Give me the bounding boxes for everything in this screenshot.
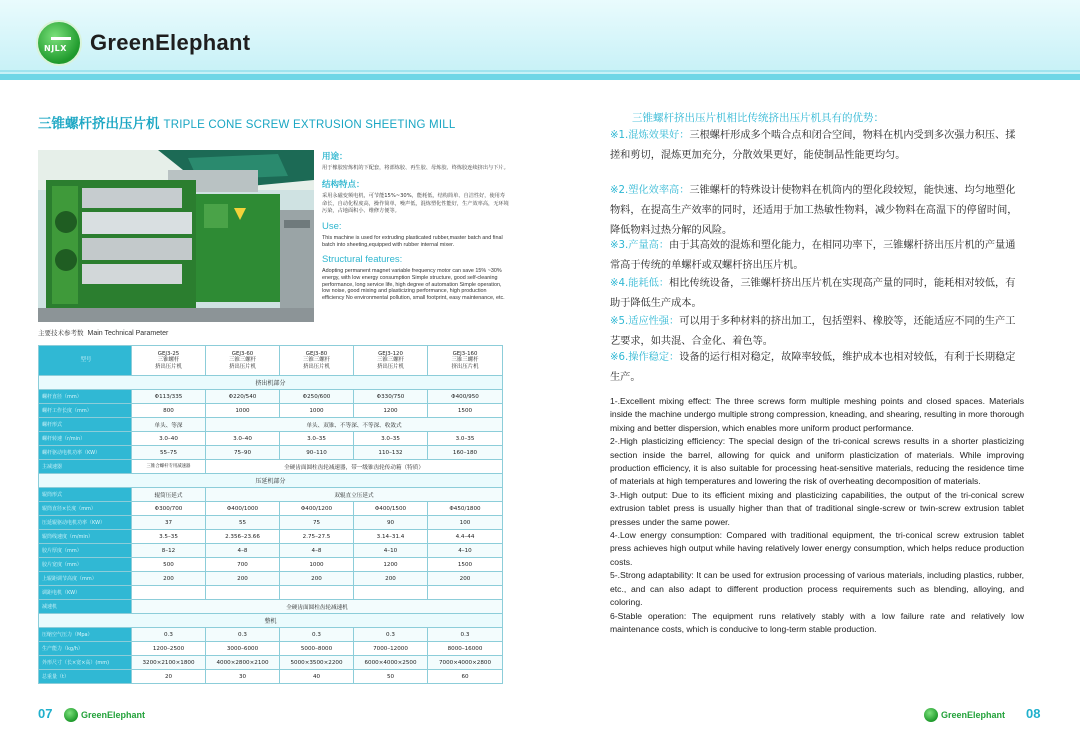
- table-cell: GEJ3-80 三锥三螺杆 挤出压片机: [280, 346, 354, 376]
- advantage-number: ※3.: [610, 240, 629, 251]
- table-row: [39, 432, 503, 446]
- table-cell: 单头、双锥、不等深、不等深、收敛式: [206, 418, 503, 432]
- table-row: [39, 488, 503, 502]
- features-heading-cn: 结构特点：: [322, 180, 365, 191]
- table-cell: 全硬齿面圆柱齿轮减速机: [132, 600, 503, 614]
- brand-logo: [36, 20, 250, 66]
- table-cell: 50: [354, 670, 428, 684]
- table-cell: 40: [280, 670, 354, 684]
- table-cell: 55–75: [132, 446, 206, 460]
- footer-brand-right: [924, 708, 1005, 722]
- table-cell: 90–110: [280, 446, 354, 460]
- advantage-item: [610, 348, 1020, 388]
- table-cell: 单头、等深: [132, 418, 206, 432]
- table-cell: [280, 586, 354, 600]
- advantage-text: 相比传统设备，三锥螺杆挤出压片机在实现高产量的同时，能耗相对较低，有助于降低生产成本。: [610, 278, 1016, 309]
- advantage-text: 三根螺杆形成多个啮合点和闭合空间，物料在机内受到多次强力积压、揉搓和剪切，混炼更加充分，分散效果更好，能使制品性能更均匀。: [610, 130, 1016, 161]
- table-cell: Φ330/750: [354, 390, 428, 404]
- advantage-item: [610, 126, 1020, 166]
- parameter-table: [38, 345, 503, 684]
- footer-brand-left: [64, 708, 145, 722]
- table-cell: 2.356–23.66: [206, 530, 280, 544]
- table-row: [39, 502, 503, 516]
- features-text-cn: 采用永磁变频电机，可节能15%~30%，能耗低，结构简单、自洁性好，使用寿命长，自动化程度高，操作简单，噪声低，混炼塑化性能好，生产效率高，无环境污染，占地面积小、维修方便等。: [322, 193, 509, 214]
- table-cell: 1000: [280, 558, 354, 572]
- advantage-text: 设备的运行相对稳定，故障率较低，维护成本也相对较低，有利于长期稳定生产。: [610, 352, 1016, 383]
- table-cell: 螺杆驱动电机功率（KW）: [39, 446, 132, 460]
- table-cell: 螺杆形式: [39, 418, 132, 432]
- parameter-caption-en: Main Technical Parameter: [87, 330, 169, 337]
- spec-column: [322, 150, 510, 307]
- table-section-row: [39, 474, 503, 488]
- table-cell: 0.3: [206, 628, 280, 642]
- table-cell: 700: [206, 558, 280, 572]
- page-title: [38, 112, 508, 132]
- table-cell: 螺杆转速（r/min）: [39, 432, 132, 446]
- machine-photo: [38, 150, 314, 322]
- table-cell: 3.14–31.4: [354, 530, 428, 544]
- english-paragraph: 2-.High plasticizing efficiency: The special design of the tri-conical screws results in a shorter plasticizing section inside the barrel, allowing for quick and uniform plasticization of materials. While improving production efficiency, it is also suitable for processing heat-sensitive materials, reducing the residence time of materials at high temperatures and lowering the risk of overheating decomposition of materials.: [610, 436, 1024, 487]
- table-cell: 0.3: [354, 628, 428, 642]
- english-paragraph: 1-.Excellent mixing effect: The three screws form multiple meshing points and closed spaces. Materials inside the machine undergo multiple strong compression, kneading, and shearing, resulting in more thorough mixing and better dispersion, which enables more uniform product performance.: [610, 396, 1024, 433]
- table-cell: Φ113/335: [132, 390, 206, 404]
- table-cell: 110–132: [354, 446, 428, 460]
- table-cell: 压缩空气压力（Mpa）: [39, 628, 132, 642]
- table-cell: 37: [132, 516, 206, 530]
- table-cell: 1200–2500: [132, 642, 206, 656]
- table-row: [39, 446, 503, 460]
- table-cell: 8–12: [132, 544, 206, 558]
- table-row: [39, 572, 503, 586]
- table-cell: 200: [132, 572, 206, 586]
- table-cell: 7000–12000: [354, 642, 428, 656]
- table-cell: GEJ3-25 三锥螺杆 挤出压片机: [132, 346, 206, 376]
- table-row: [39, 404, 503, 418]
- table-cell: GEJ3-160 三锥三螺杆 挤出压片机: [428, 346, 503, 376]
- table-cell: 1200: [354, 404, 428, 418]
- advantage-number: ※2.: [610, 185, 629, 196]
- english-paragraph: 6-Stable operation: The equipment runs relatively stably with a low failure rate and relatively low maintenance costs, which is conducive to long-term stable production.: [610, 610, 1024, 634]
- table-cell: 4–10: [354, 544, 428, 558]
- table-cell: 全硬齿面圆柱齿轮减速器，带一级锥齿轮传动箱（特质）: [206, 460, 503, 474]
- parameter-caption: [38, 328, 168, 337]
- table-cell: 800: [132, 404, 206, 418]
- table-cell: Φ450/1800: [428, 502, 503, 516]
- table-cell: 3.0–40: [132, 432, 206, 446]
- header-band: [540, 0, 1080, 80]
- table-cell: 3.0–40: [206, 432, 280, 446]
- table-cell: 三锥合螺杆专用减速器: [132, 460, 206, 474]
- elephant-logo-icon: [64, 708, 78, 722]
- advantage-title: 塑化效率高：: [628, 185, 690, 196]
- table-cell: 外形尺寸（长×宽×高）(mm): [39, 656, 132, 670]
- table-cell: 500: [132, 558, 206, 572]
- table-cell: 总重量（t）: [39, 670, 132, 684]
- page-number-right: 08: [1026, 706, 1041, 721]
- table-cell: 3.5–35: [132, 530, 206, 544]
- table-cell: 减速机: [39, 600, 132, 614]
- table-cell: 1000: [280, 404, 354, 418]
- table-cell: 3200×2100×1800: [132, 656, 206, 670]
- table-cell: [206, 586, 280, 600]
- table-cell: 主减速器: [39, 460, 132, 474]
- advantage-text: 可以用于多种材料的挤出加工，包括塑料、橡胶等，还能适应不同的生产工艺要求，如共混、合金化、着色等。: [610, 316, 1016, 347]
- table-cell: 辊筒压延式: [132, 488, 206, 502]
- english-advantages: [610, 395, 1024, 636]
- parameter-caption-cn: 主要技术参考数: [38, 329, 84, 337]
- table-cell: 型号: [39, 346, 132, 376]
- table-cell: 4.4–44: [428, 530, 503, 544]
- table-cell: 200: [280, 572, 354, 586]
- table-cell: 螺杆工作长度（mm）: [39, 404, 132, 418]
- table-cell: 1000: [206, 404, 280, 418]
- table-cell: 90: [354, 516, 428, 530]
- table-row: [39, 656, 503, 670]
- elephant-logo-icon: [36, 20, 82, 66]
- advantage-item: [610, 274, 1020, 314]
- table-cell: 0.3: [428, 628, 503, 642]
- english-paragraph: 3-.High output: Due to its efficient mixing and plasticizing capabilities, the output of the tri-conical screw extrusion tablet press is usually higher than that of traditional single-screw or twin-screw extrusion tablet presses under the same power.: [610, 489, 1024, 527]
- table-cell: Φ300/700: [132, 502, 206, 516]
- advantage-number: ※1.: [610, 130, 629, 141]
- table-cell: 0.3: [132, 628, 206, 642]
- table-cell: 160–180: [428, 446, 503, 460]
- advantage-title: 产量高：: [628, 240, 670, 251]
- table-cell: 1200: [354, 558, 428, 572]
- table-row: [39, 544, 503, 558]
- table-cell: 压延辊驱动电机功率（KW）: [39, 516, 132, 530]
- table-cell: 55: [206, 516, 280, 530]
- table-cell: 整机: [39, 614, 503, 628]
- table-row: [39, 516, 503, 530]
- table-cell: 辊筒线速度（m/min）: [39, 530, 132, 544]
- table-cell: Φ400/1500: [354, 502, 428, 516]
- advantage-title: 能耗低：: [628, 278, 670, 289]
- table-cell: Φ400/1000: [206, 502, 280, 516]
- table-cell: 0.3: [280, 628, 354, 642]
- table-cell: 75–90: [206, 446, 280, 460]
- footer-brand-text: GreenElephant: [941, 710, 1006, 720]
- table-cell: Φ400/950: [428, 390, 503, 404]
- table-row: [39, 642, 503, 656]
- table-cell: 2.75–27.5: [280, 530, 354, 544]
- table-row: [39, 530, 503, 544]
- table-cell: 7000×4000×2800: [428, 656, 503, 670]
- table-row: [39, 418, 503, 432]
- table-cell: 3.0–35: [280, 432, 354, 446]
- advantage-text: 三锥螺杆的特殊设计使物料在机筒内的塑化段较短，能快速、均匀地塑化物料，在提高生产效率的同时，还适用于加工热敏性物料，减少物料在高温下的停留时间，降低物料过热分解的风险。: [610, 185, 1018, 236]
- table-cell: 胶片厚度（mm）: [39, 544, 132, 558]
- table-cell: 100: [428, 516, 503, 530]
- table-cell: 200: [354, 572, 428, 586]
- table-row: [39, 586, 503, 600]
- advantage-number: ※5.: [610, 316, 629, 327]
- table-cell: 生产能力（kg/h）: [39, 642, 132, 656]
- title-en: TRIPLE CONE SCREW EXTRUSION SHEETING MILL: [163, 119, 456, 131]
- english-paragraph: 4-.Low energy consumption: Compared with traditional equipment, the tri-conical screw extrusion tablet press achieves high output while having relatively lower energy consumption, which helps reduce production costs.: [610, 530, 1024, 567]
- table-cell: 20: [132, 670, 206, 684]
- table-cell: GEJ3-60 三锥三螺杆 挤出压片机: [206, 346, 280, 376]
- table-header-row: [39, 346, 503, 376]
- uses-text-en: This machine is used for extruding plasticated rubber,master batch and final batch into sheeting,equipped with rubber internal mixer.: [322, 235, 503, 248]
- table-cell: 4–8: [206, 544, 280, 558]
- table-cell: 辊筒形式: [39, 488, 132, 502]
- table-cell: 上辊距调节高度（mm）: [39, 572, 132, 586]
- advantage-item: [610, 236, 1020, 276]
- table-cell: 1500: [428, 558, 503, 572]
- table-cell: 压延机部分: [39, 474, 503, 488]
- advantage-item: [610, 312, 1020, 352]
- title-cn: 三锥螺杆挤出压片机: [38, 116, 160, 132]
- table-cell: Φ400/1200: [280, 502, 354, 516]
- table-cell: 3.0–35: [354, 432, 428, 446]
- table-cell: 1500: [428, 404, 503, 418]
- table-cell: 4000×2800×2100: [206, 656, 280, 670]
- advantage-text: 由于其高效的混炼和塑化能力，在相同功率下，三锥螺杆挤出压片机的产量通常高于传统的单螺杆或双螺杆挤出压片机。: [610, 240, 1016, 271]
- advantage-title: 混炼效果好：: [628, 130, 690, 141]
- english-paragraph: 5-.Strong adaptability: It can be used for extrusion processing of various materials, including plastics, rubber, etc., and can also adapt to different production process requirements such as blending, alloying, and coloring.: [610, 570, 1024, 608]
- advantage-number: ※4.: [610, 278, 629, 289]
- advantage-item: [610, 181, 1020, 241]
- table-cell: 6000×4000×2500: [354, 656, 428, 670]
- table-cell: 挤出机部分: [39, 376, 503, 390]
- table-cell: 3000–6000: [206, 642, 280, 656]
- advantage-title: 适应性强：: [628, 316, 680, 327]
- logo-badge-text: NJLX: [44, 44, 67, 53]
- table-row: [39, 600, 503, 614]
- table-cell: 3.0–35: [428, 432, 503, 446]
- advantage-title: 操作稳定：: [628, 352, 680, 363]
- table-cell: 60: [428, 670, 503, 684]
- table-row: [39, 628, 503, 642]
- uses-heading-en: Use:: [322, 221, 342, 233]
- advantage-number: ※6.: [610, 352, 629, 363]
- table-cell: [132, 586, 206, 600]
- table-cell: 5000×3500×2200: [280, 656, 354, 670]
- table-row: [39, 460, 503, 474]
- table-cell: Φ250/600: [280, 390, 354, 404]
- table-cell: 5000–8000: [280, 642, 354, 656]
- table-cell: [354, 586, 428, 600]
- table-cell: Φ220/540: [206, 390, 280, 404]
- table-row: [39, 558, 503, 572]
- table-cell: [428, 586, 503, 600]
- table-section-row: [39, 614, 503, 628]
- table-cell: GEJ3-120 三锥三螺杆 挤出压片机: [354, 346, 428, 376]
- table-section-row: [39, 376, 503, 390]
- features-text-en: Adopting permanent magnet variable frequency motor can save 15% ~30% energy, with low energy consumption Simple structure, good self-cleaning performance, long service life, high degree of automation Simple operation, low noise, good mixing and plasticizing performance, high production efficiency No environmental pollution, small footprint, easy maintenance, etc.: [322, 268, 505, 301]
- elephant-logo-icon: [924, 708, 938, 722]
- table-cell: 胶片宽度（mm）: [39, 558, 132, 572]
- table-cell: 4–10: [428, 544, 503, 558]
- advantages-heading: 三锥螺杆挤出压片机相比传统挤出压片机具有的优势：: [632, 112, 884, 124]
- table-cell: 螺杆直径（mm）: [39, 390, 132, 404]
- page-number-left: 07: [38, 706, 53, 721]
- table-cell: 200: [428, 572, 503, 586]
- table-cell: 75: [280, 516, 354, 530]
- table-cell: 8000–16000: [428, 642, 503, 656]
- table-cell: 30: [206, 670, 280, 684]
- table-cell: 4–8: [280, 544, 354, 558]
- uses-heading-cn: 用途：: [322, 152, 348, 162]
- right-page: [540, 0, 1080, 738]
- table-cell: 双辊直立压延式: [206, 488, 503, 502]
- table-row: [39, 670, 503, 684]
- footer-brand-text: GreenElephant: [81, 710, 146, 720]
- uses-text-cn: 用于橡胶密炼机的下配套，将部炼胶、再生胶、母炼胶、终炼胶连续挤出与下片。: [322, 165, 509, 171]
- table-cell: 200: [206, 572, 280, 586]
- features-heading-en: Structural features:: [322, 254, 403, 266]
- brand-name: GreenElephant: [90, 30, 251, 55]
- table-cell: 辊筒直径×长度（mm）: [39, 502, 132, 516]
- table-row: [39, 390, 503, 404]
- table-cell: 调距电机（KW）: [39, 586, 132, 600]
